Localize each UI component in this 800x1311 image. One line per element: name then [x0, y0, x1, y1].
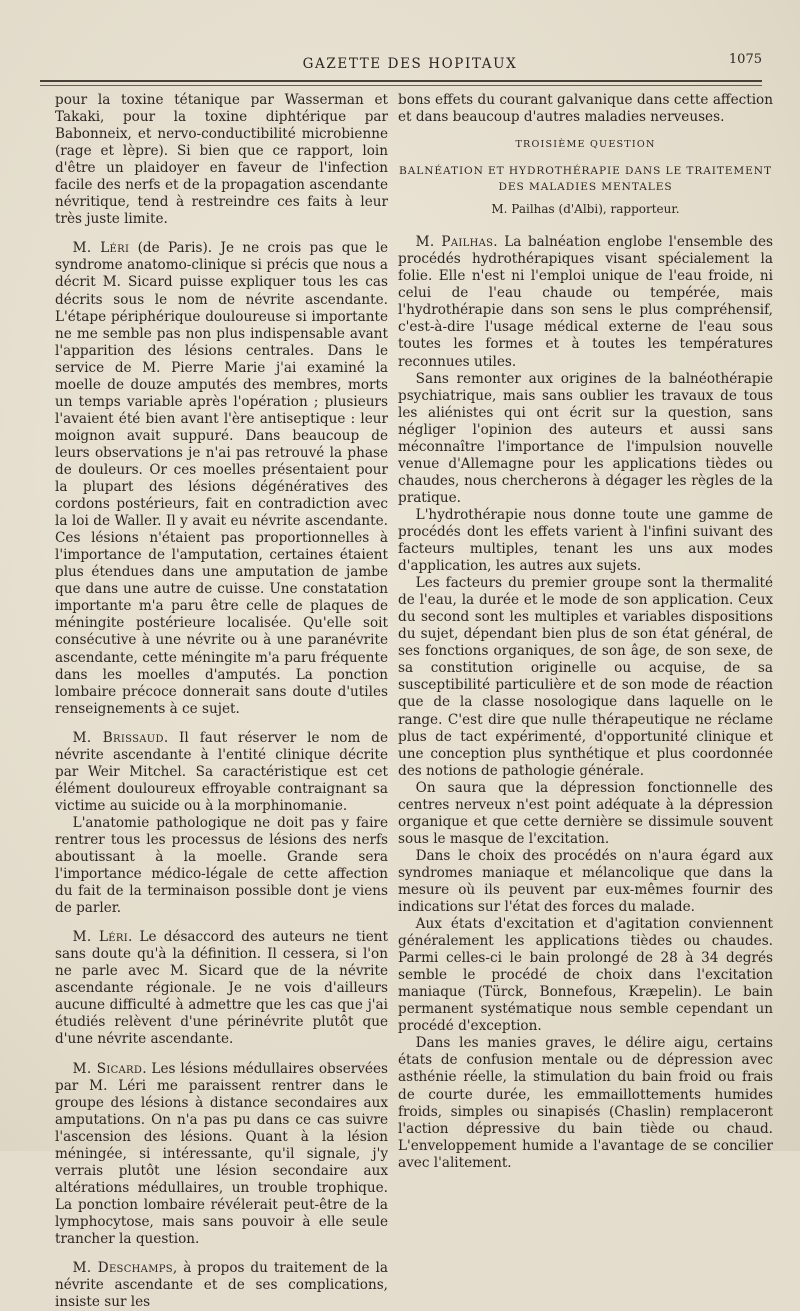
paragraph-text: . Le désaccord des auteurs ne tient sans doute qu'à la définition. Il cessera, si l'on ne parle avec M. Sicard que de la névrite ascendante régionale. Je ne vois d'ailleurs aucune difficulté à admettre que les cas que j'ai étudiés relèvent d'une périnévrite plutôt que d'une névrite ascendante. — [55, 929, 388, 1048]
paragraph: Sans remonter aux origines de la balnéothérapie psychiatrique, mais sans oublier les travaux de tous les aliénistes qui ont écrit sur la question, sans négliger l'opinion des auteurs et aussi sans méconnaître l'importance de l'impulsion nouvelle venue d'Allemagne pour les applications tièdes ou chaudes, nous chercherons à dégager les règles de la pratique. — [398, 370, 773, 506]
right-column — [398, 92, 773, 1172]
speaker-name: M. Léri — [72, 240, 130, 257]
paragraph-text: . Il faut réserver le nom de névrite ascendante à l'entité clinique décrite par Weir Mitchel. Sa caractéristique est cet élément douloureux effroyable contraignant sa victime au suicide ou à la morphinomanie. — [55, 729, 388, 814]
section-label: TROISIÈME QUESTION — [515, 139, 656, 151]
paragraph-text: (de Paris). Je ne crois pas que le syndrome anatomo-clinique si précis que nous a décrit M. Sicard puisse expliquer tous les cas décrits sous le nom de névrite ascendante. L'étape périphérique douloureuse si importante ne me semble pas non plus indispensable avant l'apparition des lésions centrales. Dans le service de M. Pierre Marie j'ai examiné la moelle de douze amputés des membres, morts un temps variable après l'opération ; plusieurs l'avaient été bien avant l'ère antiseptique : leur moignon avait suppuré. Dans beaucoup de leurs observations je n'ai pas retrouvé la phase de douleurs. Or ces moelles présentaient pour la plupart des lésions dégénératives des cordons postérieurs, fait en contradiction avec la loi de Waller. Il y avait eu névrite ascendante. Ces lésions n'étaient pas proportionnelles à l'importance de l'amputation, certaines étaient plus étendues dans une amputation de jambe que dans une autre de cuisse. Une constatation importante m'a paru être celle de plaques de méningite postérieure localisée. Qu'elle soit consécutive à une névrite ou à une paranévrite ascendante, cette méningite m'a paru fréquente dans les moelles d'amputés. La ponction lombaire précoce donnerait sans doute d'utiles renseignements à ce sujet. — [55, 240, 388, 717]
page-number: 1075 — [728, 52, 762, 67]
header-rule — [40, 80, 762, 82]
paragraph: Aux états d'excitation et d'agitation conviennent généralement les applications tièdes ou chaudes. Parmi celles-ci le bain prolongé de 28 à 34 degrés semble le procédé de choix dans l'excitation maniaque (Türck, Bonnefous, Kræpelin). Le bain permanent systématique nous semble cependant un procédé d'exception. — [398, 916, 773, 1035]
speaker-name: M. Deschamps — [72, 1260, 173, 1277]
paragraph-text: . La balnéation englobe l'ensemble des procédés hydrothérapiques visant spécialement la folie. Elle n'est ni l'emploi unique de l'eau froide, ni celui de l'eau chaude ou tempérée, mais l'hydrothérapie dans son sens le plus compréhensif, c'est-à-dire l'usage médical externe de l'eau sous toutes les formes et à toutes les températures reconnues utiles. — [398, 234, 773, 370]
page-header — [50, 52, 770, 78]
paragraph-text: , à propos du traitement de la névrite ascendante et de ses complications, insiste sur les — [55, 1260, 388, 1311]
speaker-name: M. Brissaud — [72, 729, 164, 746]
paragraph: pour la toxine tétanique par Wasserman et Takaki, pour la toxine diphtérique par Babonneix, et nervo-conductibilité microbienne (rage et lèpre). Si bien que ce rapport, loin d'être un plaidoyer en faveur de l'infection facile des nerfs et de la propagation ascendante névritique, tend à restreindre ces faits à leur très juste limite. — [55, 92, 388, 228]
paragraph: Les facteurs du premier groupe sont la thermalité de l'eau, la durée et le mode de son application. Ceux du second sont les multiples et variables dispositions du sujet, dépendant bien plus de son état général, de ses fonctions organiques, de son âge, de son sexe, de sa constitution originelle ou acquise, de sa susceptibilité particulière et de son mode de réaction que de la classe nosologique dans laquelle on le range. C'est dire que nulle thérapeutique ne réclame plus de tact expérimenté, d'opportunité clinique et une conception plus synthétique et plus coordonnée des notions de pathologie générale. — [398, 575, 773, 779]
paragraph: Dans les manies graves, le délire aigu, certains états de confusion mentale ou de dépression avec asthénie réelle, la stimulation du bain froid ou frais de courte durée, les emmaillottements humides froids, simples ou sinapisés (Chaslin) remplaceront l'action dépressive du bain tiède ou chaud. L'enveloppement humide a l'avantage de se concilier avec l'alitement. — [398, 1035, 773, 1171]
paragraph — [55, 730, 388, 815]
paragraph: L'anatomie pathologique ne doit pas y faire rentrer tous les processus de lésions des nerfs aboutissant à la moelle. Grande sera l'importance médico-légale de cette affection du fait de la terminaison possible dont je viens de parler. — [55, 814, 388, 917]
section-title: BALNÉATION ET HYDROTHÉRAPIE DANS LE TRAITEMENT — [399, 165, 772, 178]
section-title-line-2: DES MALADIES MENTALES — [498, 181, 673, 194]
paragraph-text: . Les lésions médullaires observées par M. Léri me paraissent rentrer dans le groupe des lésions à distance secondaires aux amputations. On n'a pas pu dans ce cas suivre l'ascension des lésions. Quant à la lésion méningée, si intéressante, qu'il signale, j'y verrais plutôt une lésion secondaire aux altérations médullaires, un trouble trophique. La ponction lombaire révélerait peut-être de la lymphocytose, mais sans pouvoir à elle seule trancher la question. — [55, 1060, 388, 1247]
paragraph: L'hydrothérapie nous donne toute une gamme de procédés dont les effets varient à l'infini suivant des facteurs multiples, tenant les uns aux modes d'application, les autres aux sujets. — [398, 506, 773, 575]
paragraph: bons effets du courant galvanique dans cette affection et dans beaucoup d'autres maladies nerveuses. — [398, 92, 773, 126]
paragraph — [55, 1061, 388, 1249]
speaker-name: M. Léri — [72, 929, 128, 946]
header-rule-thin — [40, 85, 762, 86]
paragraph — [398, 234, 773, 370]
paragraph: Dans le choix des procédés on n'aura égard aux syndromes maniaque et mélancolique que dans la mesure où ils peuvent par eux-mêmes fournir des indications sur l'état des forces du malade. — [398, 847, 773, 916]
speaker-name: M. Sicard — [72, 1060, 143, 1077]
paragraph — [55, 240, 388, 717]
running-title: GAZETTE DES HOPITAUX — [302, 56, 518, 72]
paragraph: On saura que la dépression fonctionnelle des centres nerveux n'est point adéquate à la dépression organique et que cette dernière se dissimule souvent sous le masque de l'excitation. — [398, 779, 773, 847]
paragraph — [55, 929, 388, 1048]
rapporteur-line: M. Pailhas (d'Albi), rapporteur. — [491, 202, 680, 217]
left-column — [55, 92, 388, 1311]
paragraph — [55, 1260, 388, 1311]
speaker-name: M. Pailhas — [415, 234, 494, 251]
